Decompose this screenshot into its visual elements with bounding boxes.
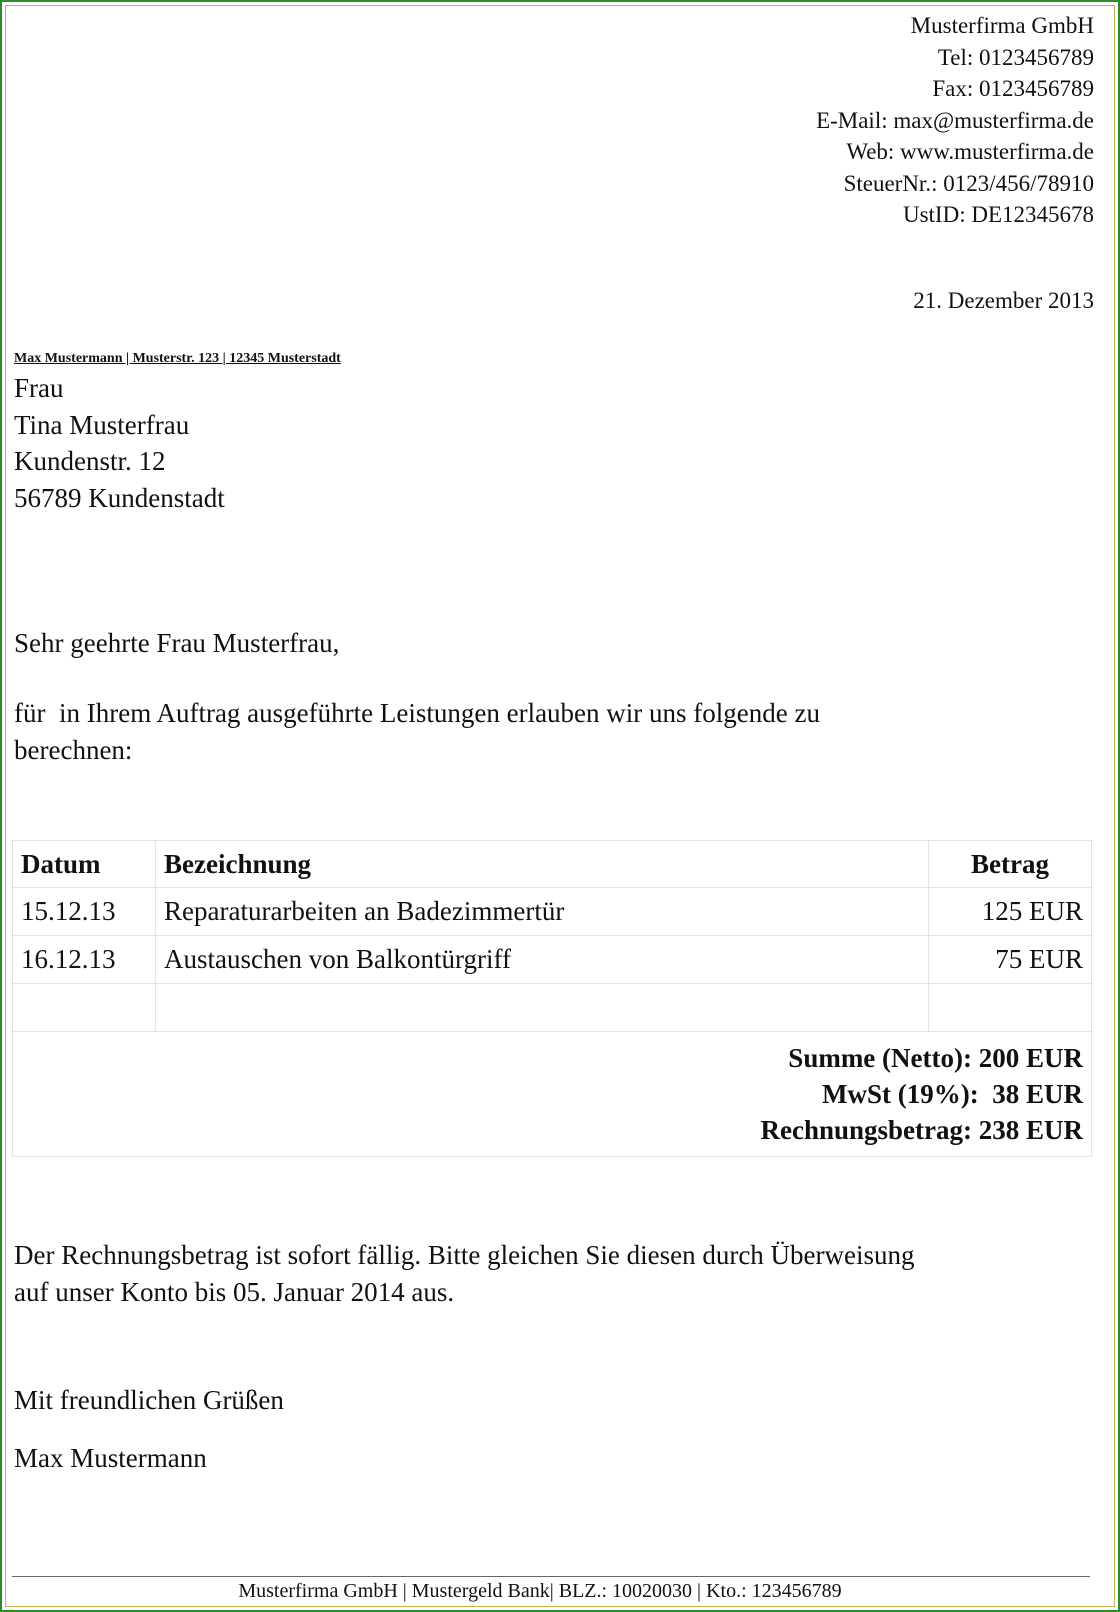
closing-line-2: auf unser Konto bis 05. Januar 2014 aus. xyxy=(14,1277,455,1307)
recipient-name: Tina Musterfrau xyxy=(14,409,190,440)
recipient-title: Frau xyxy=(14,373,64,403)
sender-tel: Tel: 0123456789 xyxy=(937,44,1094,70)
sender-tax-number: SteuerNr.: 0123/456/78910 xyxy=(843,170,1094,196)
table-header-row xyxy=(13,841,1092,888)
header-description: Bezeichnung xyxy=(156,841,929,888)
total-net: Summe (Netto): 200 EUR xyxy=(788,1043,1083,1073)
cell-date: 15.12.13 xyxy=(13,888,156,936)
intro-text xyxy=(14,695,1014,769)
intro-line-2: berechnen: xyxy=(14,735,133,765)
sender-vat-id: UstID: DE12345678 xyxy=(902,202,1094,227)
recipient-city: 56789 Kundenstadt xyxy=(14,482,225,513)
table-row xyxy=(13,936,1092,984)
closing-line-1: Der Rechnungsbetrag ist sofort fällig. Bitte gleichen Sie diesen durch Überweisung xyxy=(14,1240,915,1270)
letter-date: 21. Dezember 2013 xyxy=(913,288,1094,313)
recipient-street: Kundenstr. 12 xyxy=(14,446,166,476)
salutation: Sehr geehrte Frau Musterfrau, xyxy=(14,628,340,658)
header-amount: Betrag xyxy=(929,841,1092,888)
intro-line-1: für in Ihrem Auftrag ausgeführte Leistungen erlauben wir uns folgende zu xyxy=(14,698,820,728)
cell-amount xyxy=(929,984,1092,1032)
table-row xyxy=(13,888,1092,936)
cell-amount: 75 EUR xyxy=(929,936,1092,984)
footer-divider xyxy=(12,1576,1090,1577)
signature-name: Max Mustermann xyxy=(14,1443,207,1473)
return-address: Max Mustermann | Musterstr. 123 | 12345 Musterstadt xyxy=(14,351,341,366)
cell-description xyxy=(156,984,929,1032)
totals-cell xyxy=(13,1032,1092,1157)
greeting: Mit freundlichen Grüßen xyxy=(14,1385,284,1415)
total-gross: Rechnungsbetrag: 238 EUR xyxy=(760,1115,1083,1145)
total-vat: MwSt (19%): 38 EUR xyxy=(822,1079,1083,1109)
invoice-table xyxy=(12,840,1092,1157)
cell-date xyxy=(13,984,156,1032)
cell-description: Austauschen von Balkontürgriff xyxy=(156,936,929,984)
sender-web: Web: www.musterfirma.de xyxy=(846,139,1094,164)
sender-company: Musterfirma GmbH xyxy=(910,13,1094,38)
cell-description: Reparaturarbeiten an Badezimmertür xyxy=(156,888,929,936)
sender-block xyxy=(816,10,1094,231)
table-row xyxy=(13,984,1092,1032)
header-date: Datum xyxy=(13,841,156,888)
cell-date: 16.12.13 xyxy=(13,936,156,984)
sender-email: E-Mail: max@musterfirma.de xyxy=(816,107,1094,133)
recipient-address xyxy=(14,370,225,516)
totals-row xyxy=(13,1032,1092,1157)
page-frame-inner xyxy=(5,5,1115,1607)
closing-text xyxy=(14,1237,1074,1311)
sender-fax: Fax: 0123456789 xyxy=(932,76,1094,101)
footer-bank-details: Musterfirma GmbH | Mustergeld Bank| BLZ.: 10020030 | Kto.: 123456789 xyxy=(238,1580,842,1602)
cell-amount: 125 EUR xyxy=(929,888,1092,936)
